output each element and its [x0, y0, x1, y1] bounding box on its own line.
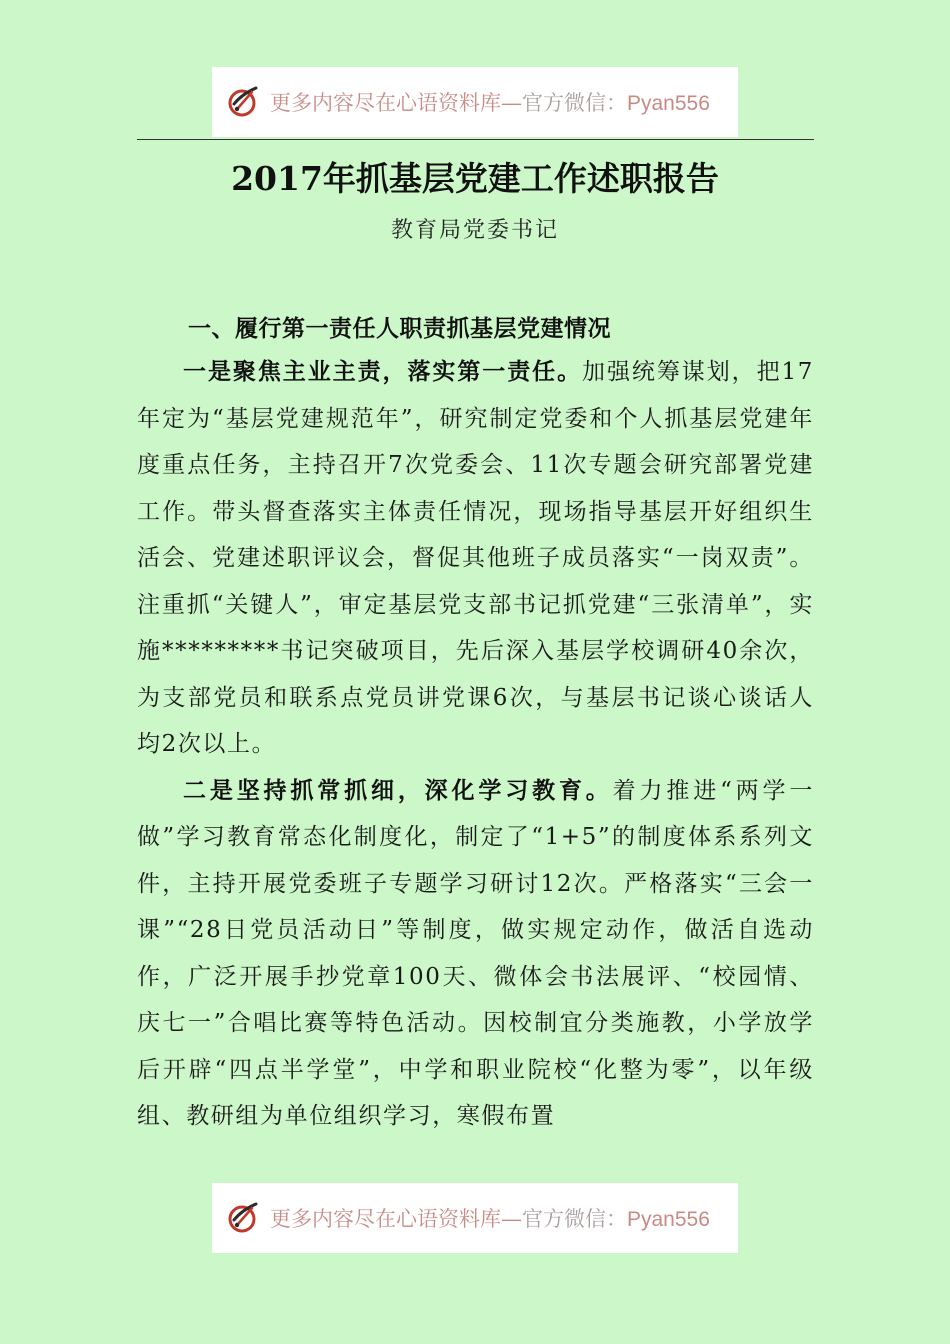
paragraph-2 [137, 768, 814, 1140]
document-body [137, 349, 814, 1140]
banner-text-wechat-label: 官方微信： [522, 91, 627, 115]
paragraph-1-lead: 一是聚焦主业主责，落实第一责任。 [183, 358, 583, 385]
paragraph-1-text: 加强统筹谋划，把17年定为“基层党建规范年”，研究制定党委和个人抓基层党建年度重点任务，主持召开7次党委会、11次专题会研究部署党建工作。带头督查落实主体责任情况，现场指导基层开好组织生活会、党建述职评议会，督促其他班子成员落实“一岗双责”。注重抓“关键人”，审定基层党支部书记抓党建“三张清单”，实施*********书记突破项目，先后深入基层学校调研40余次，为支部党员和联系点党员讲党课6次，与基层书记谈心谈话人均2次以上。 [137, 359, 814, 757]
banner-text [270, 1203, 710, 1233]
footer-banner [212, 1183, 738, 1253]
banner-text-wechat-id: Pyan556 [627, 1208, 710, 1231]
document-subtitle: 教育局党委书记 [390, 218, 559, 243]
paragraph-2-lead: 二是坚持抓常抓细，深化学习教育。 [183, 776, 613, 804]
banner-text [270, 87, 710, 117]
banner-text-wechat-label: 官方微信： [522, 1207, 627, 1231]
paragraph-1 [137, 349, 814, 768]
paragraph-2-text: 着力推进“两学一做”学习教育常态化制度化，制定了“1+5”的制度体系系列文件，主持开展党委班子专题学习研讨12次。严格落实“三会一课”“28日党员活动日”等制度，做实规定动作，做活自选动作，广泛开展手抄党章100天、微体会书法展评、“校园情、庆七一”合唱比赛等特色活动。因校制宜分类施教，小学放学后开辟“四点半学堂”，中学和职业院校“化整为零”，以年级组、教研组为单位组织学习，寒假布置 [137, 777, 814, 1129]
header-banner [212, 67, 738, 137]
banner-text-main: 更多内容尽在心语资料库— [270, 1207, 522, 1231]
section-heading-1: 一、履行第一责任人职责抓基层党建情况 [188, 316, 611, 342]
pen-logo-icon [226, 1200, 262, 1236]
header-rule [137, 139, 814, 140]
document-title: 2017年抓基层党建工作述职报告 [231, 159, 719, 198]
banner-text-main: 更多内容尽在心语资料库— [270, 91, 522, 115]
pen-logo-icon [226, 84, 262, 120]
banner-text-wechat-id: Pyan556 [627, 92, 710, 115]
